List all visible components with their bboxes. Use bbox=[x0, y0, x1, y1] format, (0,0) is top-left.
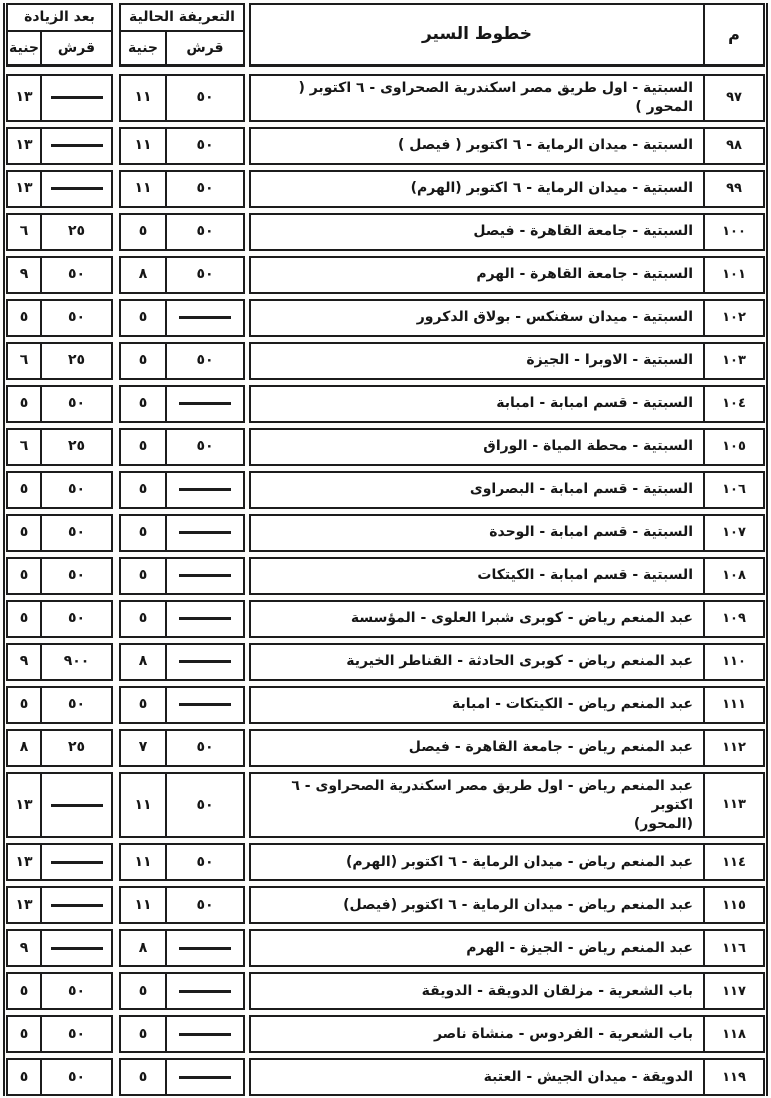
route-text: السبتية - جامعة القاهرة - فيصل bbox=[473, 223, 693, 240]
current-pounds-cell: ٥ bbox=[119, 972, 167, 1010]
increase-pounds-cell: ٩ bbox=[6, 643, 42, 681]
increase-piasters-cell: ٥٠ bbox=[40, 256, 113, 294]
current-tariff-cells bbox=[119, 127, 245, 165]
table-row bbox=[6, 886, 765, 924]
dash-line bbox=[179, 316, 231, 319]
increase-pounds-cell: ٥ bbox=[6, 299, 42, 337]
serial-cell: ١١٨ bbox=[703, 1015, 765, 1053]
current-pounds-cell: ٨ bbox=[119, 929, 167, 967]
route-cell bbox=[249, 74, 705, 122]
after-increase-cells bbox=[6, 843, 113, 881]
increase-piasters-cell bbox=[40, 886, 113, 924]
after-increase-cells bbox=[6, 929, 113, 967]
after-increase-cells bbox=[6, 557, 113, 595]
after-increase-cells bbox=[6, 127, 113, 165]
dash-line bbox=[51, 804, 103, 807]
current-pounds-cell: ٥ bbox=[119, 213, 167, 251]
current-pounds-cell: ٥ bbox=[119, 600, 167, 638]
serial-cell: ١١٣ bbox=[703, 772, 765, 839]
current-pounds-cell: ٥ bbox=[119, 471, 167, 509]
current-piasters-cell bbox=[165, 600, 245, 638]
current-pounds-cell: ٥ bbox=[119, 342, 167, 380]
current-pounds-cell: ٥ bbox=[119, 1058, 167, 1096]
current-tariff-cells bbox=[119, 428, 245, 466]
route-text: عبد المنعم رياض - الكيتكات - امبابة bbox=[452, 696, 693, 713]
current-tariff-cells bbox=[119, 772, 245, 839]
increase-piasters-cell bbox=[40, 127, 113, 165]
current-piasters-cell: ٥٠ bbox=[165, 886, 245, 924]
dash-line bbox=[179, 531, 231, 534]
route-text: السبتية - قسم امبابة - امبابة bbox=[496, 395, 693, 412]
after-increase-group-header bbox=[6, 3, 113, 67]
table-row bbox=[6, 385, 765, 423]
route-text-line2: (المحور) bbox=[633, 815, 693, 832]
current-piasters-cell bbox=[165, 1015, 245, 1053]
table-body bbox=[6, 74, 765, 1096]
route-text: السبتية - قسم امبابة - البصراوى bbox=[469, 481, 693, 498]
table-row bbox=[6, 772, 765, 839]
increase-piasters-cell: ٥٠ bbox=[40, 600, 113, 638]
route-cell bbox=[249, 929, 705, 967]
current-piasters-cell bbox=[165, 514, 245, 552]
table-row bbox=[6, 686, 765, 724]
increase-pounds-cell: ١٣ bbox=[6, 843, 42, 881]
increase-pounds-cell: ٩ bbox=[6, 929, 42, 967]
current-piasters-cell: ٥٠ bbox=[165, 342, 245, 380]
dash-line bbox=[51, 187, 103, 190]
after-increase-cells bbox=[6, 428, 113, 466]
increase-pounds-cell: ٩ bbox=[6, 256, 42, 294]
route-text: السبتية - ميدان الرماية - ٦ اكتوبر (الهرم) bbox=[410, 180, 693, 197]
table-row bbox=[6, 843, 765, 881]
increase-pounds-cell: ٥ bbox=[6, 557, 42, 595]
route-text: عبد المنعم رياض - كوبرى شبرا العلوى - المؤسسة bbox=[350, 610, 693, 627]
route-cell bbox=[249, 886, 705, 924]
serial-cell: ١٠٣ bbox=[703, 342, 765, 380]
route-cell bbox=[249, 514, 705, 552]
route-text: السبتية - ميدان سفنكس - بولاق الدكرور bbox=[416, 309, 693, 326]
table-row bbox=[6, 600, 765, 638]
after-increase-subheaders bbox=[6, 30, 113, 67]
current-tariff-cells bbox=[119, 299, 245, 337]
after-increase-cells bbox=[6, 886, 113, 924]
increase-piasters-cell bbox=[40, 772, 113, 839]
current-piasters-header: قرش bbox=[165, 30, 245, 67]
table-row bbox=[6, 514, 765, 552]
table-row bbox=[6, 299, 765, 337]
current-piasters-cell: ٥٠ bbox=[165, 74, 245, 122]
current-piasters-cell bbox=[165, 557, 245, 595]
current-tariff-title: التعريفة الحالية bbox=[119, 3, 245, 32]
increase-pounds-cell: ٥ bbox=[6, 385, 42, 423]
route-text: السبتية - محطة المياة - الوراق bbox=[483, 438, 693, 455]
current-pounds-cell: ١١ bbox=[119, 772, 167, 839]
current-tariff-cells bbox=[119, 213, 245, 251]
serial-cell: ١٠٧ bbox=[703, 514, 765, 552]
route-cell bbox=[249, 299, 705, 337]
current-pounds-cell: ٧ bbox=[119, 729, 167, 767]
serial-cell: ١٠١ bbox=[703, 256, 765, 294]
route-text: عبد المنعم رياض - الجيزة - الهرم bbox=[466, 940, 693, 956]
increase-pounds-cell: ٥ bbox=[6, 972, 42, 1010]
increase-pounds-header: جنية bbox=[6, 30, 42, 67]
route-text: عبد المنعم رياض - ميدان الرماية - ٦ اكتوبر (الهرم) bbox=[346, 854, 693, 870]
dash-line bbox=[179, 703, 231, 706]
table-header-row bbox=[6, 3, 765, 67]
route-cell bbox=[249, 729, 705, 767]
current-pounds-cell: ١١ bbox=[119, 843, 167, 881]
route-cell bbox=[249, 686, 705, 724]
after-increase-cells bbox=[6, 600, 113, 638]
after-increase-cells bbox=[6, 342, 113, 380]
route-cell bbox=[249, 557, 705, 595]
serial-cell: ١١٦ bbox=[703, 929, 765, 967]
increase-pounds-cell: ٥ bbox=[6, 686, 42, 724]
current-pounds-cell: ١١ bbox=[119, 170, 167, 208]
increase-piasters-cell: ٢٥ bbox=[40, 213, 113, 251]
increase-piasters-cell bbox=[40, 74, 113, 122]
route-cell bbox=[249, 127, 705, 165]
current-tariff-group-header bbox=[119, 3, 245, 67]
table-row bbox=[6, 643, 765, 681]
increase-pounds-cell: ١٣ bbox=[6, 170, 42, 208]
dash-line bbox=[179, 402, 231, 405]
route-text: عبد المنعم رياض - جامعة القاهرة - فيصل bbox=[408, 739, 693, 756]
after-increase-cells bbox=[6, 729, 113, 767]
current-tariff-cells bbox=[119, 342, 245, 380]
current-tariff-cells bbox=[119, 886, 245, 924]
route-text: السبتية - ميدان الرماية - ٦ اكتوبر ( فيصل ) bbox=[397, 137, 693, 154]
current-pounds-cell: ٥ bbox=[119, 299, 167, 337]
table-row bbox=[6, 213, 765, 251]
after-increase-cells bbox=[6, 643, 113, 681]
serial-cell: ١١٠ bbox=[703, 643, 765, 681]
table-row bbox=[6, 471, 765, 509]
route-text: عبد المنعم رياض - كوبرى الحادثة - القناطر الخيرية bbox=[346, 653, 693, 670]
route-cell bbox=[249, 600, 705, 638]
increase-piasters-cell: ٢٥ bbox=[40, 729, 113, 767]
current-tariff-cells bbox=[119, 686, 245, 724]
dash-line bbox=[179, 488, 231, 491]
after-increase-cells bbox=[6, 74, 113, 122]
route-cell bbox=[249, 972, 705, 1010]
increase-piasters-cell: ٥٠ bbox=[40, 471, 113, 509]
current-pounds-cell: ١١ bbox=[119, 127, 167, 165]
current-tariff-cells bbox=[119, 729, 245, 767]
increase-pounds-cell: ٥ bbox=[6, 514, 42, 552]
dash-line bbox=[179, 660, 231, 663]
dash-line bbox=[179, 574, 231, 577]
dash-line bbox=[51, 144, 103, 147]
after-increase-cells bbox=[6, 514, 113, 552]
route-cell bbox=[249, 843, 705, 881]
after-increase-cells bbox=[6, 385, 113, 423]
serial-cell: ١٠٤ bbox=[703, 385, 765, 423]
current-pounds-header: جنية bbox=[119, 30, 167, 67]
increase-piasters-header: قرش bbox=[40, 30, 113, 67]
route-text: باب الشعرية - مزلقان الدويقة - الدويقة bbox=[421, 983, 693, 999]
serial-cell: ١١٩ bbox=[703, 1058, 765, 1096]
after-increase-cells bbox=[6, 213, 113, 251]
current-tariff-cells bbox=[119, 929, 245, 967]
increase-pounds-cell: ٥ bbox=[6, 1058, 42, 1096]
increase-piasters-cell: ٥٠ bbox=[40, 686, 113, 724]
increase-pounds-cell: ١٣ bbox=[6, 886, 42, 924]
current-piasters-cell bbox=[165, 686, 245, 724]
increase-pounds-cell: ١٣ bbox=[6, 772, 42, 839]
route-text: باب الشعرية - الفردوس - منشاة ناصر bbox=[433, 1026, 693, 1042]
table-row bbox=[6, 170, 765, 208]
current-piasters-cell bbox=[165, 299, 245, 337]
dash-line bbox=[51, 861, 103, 864]
current-piasters-cell: ٥٠ bbox=[165, 170, 245, 208]
dash-line bbox=[51, 904, 103, 907]
route-cell bbox=[249, 385, 705, 423]
dash-line bbox=[51, 947, 103, 950]
table-row bbox=[6, 972, 765, 1010]
serial-cell: ١١٤ bbox=[703, 843, 765, 881]
table-row bbox=[6, 74, 765, 122]
current-piasters-cell: ٥٠ bbox=[165, 213, 245, 251]
route-text: الدويقة - ميدان الجيش - العتبة bbox=[483, 1069, 693, 1085]
current-pounds-cell: ٥ bbox=[119, 514, 167, 552]
increase-pounds-cell: ٦ bbox=[6, 428, 42, 466]
serial-cell: ١٠٩ bbox=[703, 600, 765, 638]
increase-piasters-cell bbox=[40, 170, 113, 208]
route-cell bbox=[249, 471, 705, 509]
route-text: السبتية - قسم امبابة - الوحدة bbox=[489, 524, 693, 541]
table-row bbox=[6, 1058, 765, 1096]
route-cell bbox=[249, 1058, 705, 1096]
current-pounds-cell: ٨ bbox=[119, 643, 167, 681]
increase-pounds-cell: ٨ bbox=[6, 729, 42, 767]
increase-piasters-cell: ٥٠ bbox=[40, 514, 113, 552]
current-tariff-cells bbox=[119, 74, 245, 122]
serial-cell: ١٠٨ bbox=[703, 557, 765, 595]
current-pounds-cell: ٥ bbox=[119, 428, 167, 466]
current-piasters-cell bbox=[165, 929, 245, 967]
increase-piasters-cell: ٢٥ bbox=[40, 342, 113, 380]
current-piasters-cell bbox=[165, 1058, 245, 1096]
current-tariff-cells bbox=[119, 385, 245, 423]
fare-table bbox=[3, 3, 768, 1096]
increase-pounds-cell: ٥ bbox=[6, 471, 42, 509]
increase-pounds-cell: ٦ bbox=[6, 213, 42, 251]
after-increase-title: بعد الزيادة bbox=[6, 3, 113, 32]
route-cell bbox=[249, 170, 705, 208]
dash-line bbox=[179, 1033, 231, 1036]
increase-pounds-cell: ٦ bbox=[6, 342, 42, 380]
current-tariff-cells bbox=[119, 256, 245, 294]
serial-cell: ٩٩ bbox=[703, 170, 765, 208]
increase-piasters-cell: ٢٥ bbox=[40, 428, 113, 466]
serial-cell: ١٠٥ bbox=[703, 428, 765, 466]
serial-cell: ١١٥ bbox=[703, 886, 765, 924]
table-row bbox=[6, 1015, 765, 1053]
serial-cell: ١١٧ bbox=[703, 972, 765, 1010]
current-piasters-cell bbox=[165, 643, 245, 681]
current-tariff-cells bbox=[119, 643, 245, 681]
after-increase-cells bbox=[6, 170, 113, 208]
serial-cell: ١١١ bbox=[703, 686, 765, 724]
current-pounds-cell: ٨ bbox=[119, 256, 167, 294]
current-piasters-cell bbox=[165, 471, 245, 509]
route-cell bbox=[249, 772, 705, 839]
table-row bbox=[6, 127, 765, 165]
route-cell bbox=[249, 213, 705, 251]
route-cell bbox=[249, 643, 705, 681]
after-increase-cells bbox=[6, 299, 113, 337]
current-piasters-cell: ٥٠ bbox=[165, 428, 245, 466]
increase-piasters-cell bbox=[40, 929, 113, 967]
increase-piasters-cell: ٥٠ bbox=[40, 972, 113, 1010]
route-text: عبد المنعم رياض - ميدان الرماية - ٦ اكتوبر (فيصل) bbox=[343, 897, 693, 913]
increase-pounds-cell: ٥ bbox=[6, 1015, 42, 1053]
route-text: السبتية - جامعة القاهرة - الهرم bbox=[476, 266, 693, 283]
current-tariff-cells bbox=[119, 557, 245, 595]
table-row bbox=[6, 342, 765, 380]
increase-piasters-cell bbox=[40, 843, 113, 881]
dash-line bbox=[179, 947, 231, 950]
route-cell bbox=[249, 1015, 705, 1053]
current-tariff-cells bbox=[119, 514, 245, 552]
serial-cell: ١١٢ bbox=[703, 729, 765, 767]
routes-column-header: خطوط السير bbox=[249, 3, 705, 67]
increase-piasters-cell: ٥٠ bbox=[40, 1015, 113, 1053]
route-text: السبتية - قسم امبابة - الكيتكات bbox=[477, 567, 693, 584]
after-increase-cells bbox=[6, 772, 113, 839]
after-increase-cells bbox=[6, 686, 113, 724]
dash-line bbox=[179, 617, 231, 620]
current-piasters-cell: ٥٠ bbox=[165, 729, 245, 767]
dash-line bbox=[179, 1076, 231, 1079]
current-tariff-cells bbox=[119, 170, 245, 208]
current-pounds-cell: ٥ bbox=[119, 1015, 167, 1053]
current-pounds-cell: ٥ bbox=[119, 385, 167, 423]
after-increase-cells bbox=[6, 256, 113, 294]
increase-piasters-cell: ٥٠ bbox=[40, 557, 113, 595]
table-row bbox=[6, 428, 765, 466]
current-tariff-cells bbox=[119, 600, 245, 638]
route-text: السبتية - اول طريق مصر اسكندرية الصحراوى - ٦ اكتوبر ( المحور ) bbox=[298, 80, 693, 115]
current-pounds-cell: ١١ bbox=[119, 886, 167, 924]
current-pounds-cell: ١١ bbox=[119, 74, 167, 122]
serial-cell: ١٠٦ bbox=[703, 471, 765, 509]
increase-piasters-cell: ٩٠٠ bbox=[40, 643, 113, 681]
current-piasters-cell bbox=[165, 972, 245, 1010]
serial-cell: ١٠٢ bbox=[703, 299, 765, 337]
after-increase-cells bbox=[6, 471, 113, 509]
route-cell bbox=[249, 256, 705, 294]
dash-line bbox=[51, 96, 103, 99]
table-row bbox=[6, 557, 765, 595]
after-increase-cells bbox=[6, 972, 113, 1010]
current-piasters-cell: ٥٠ bbox=[165, 772, 245, 839]
current-tariff-subheaders bbox=[119, 30, 245, 67]
after-increase-cells bbox=[6, 1058, 113, 1096]
increase-pounds-cell: ٥ bbox=[6, 600, 42, 638]
current-piasters-cell: ٥٠ bbox=[165, 843, 245, 881]
serial-cell: ٩٧ bbox=[703, 74, 765, 122]
serial-cell: ٩٨ bbox=[703, 127, 765, 165]
dash-line bbox=[179, 990, 231, 993]
route-text: السبتية - الاوبرا - الجيزة bbox=[526, 352, 693, 369]
route-cell bbox=[249, 428, 705, 466]
serial-cell: ١٠٠ bbox=[703, 213, 765, 251]
table-row bbox=[6, 256, 765, 294]
increase-pounds-cell: ١٣ bbox=[6, 74, 42, 122]
table-row bbox=[6, 929, 765, 967]
current-pounds-cell: ٥ bbox=[119, 686, 167, 724]
current-pounds-cell: ٥ bbox=[119, 557, 167, 595]
current-tariff-cells bbox=[119, 1058, 245, 1096]
increase-pounds-cell: ١٣ bbox=[6, 127, 42, 165]
table-row bbox=[6, 729, 765, 767]
current-tariff-cells bbox=[119, 843, 245, 881]
increase-piasters-cell: ٥٠ bbox=[40, 385, 113, 423]
current-piasters-cell bbox=[165, 385, 245, 423]
serial-column-header: م bbox=[703, 3, 765, 67]
current-piasters-cell: ٥٠ bbox=[165, 256, 245, 294]
current-piasters-cell: ٥٠ bbox=[165, 127, 245, 165]
increase-piasters-cell: ٥٠ bbox=[40, 1058, 113, 1096]
current-tariff-cells bbox=[119, 1015, 245, 1053]
route-text: عبد المنعم رياض - اول طريق مصر اسكندرية الصحراوى - ٦ اكتوبر bbox=[291, 777, 693, 813]
current-tariff-cells bbox=[119, 972, 245, 1010]
route-cell bbox=[249, 342, 705, 380]
increase-piasters-cell: ٥٠ bbox=[40, 299, 113, 337]
after-increase-cells bbox=[6, 1015, 113, 1053]
current-tariff-cells bbox=[119, 471, 245, 509]
